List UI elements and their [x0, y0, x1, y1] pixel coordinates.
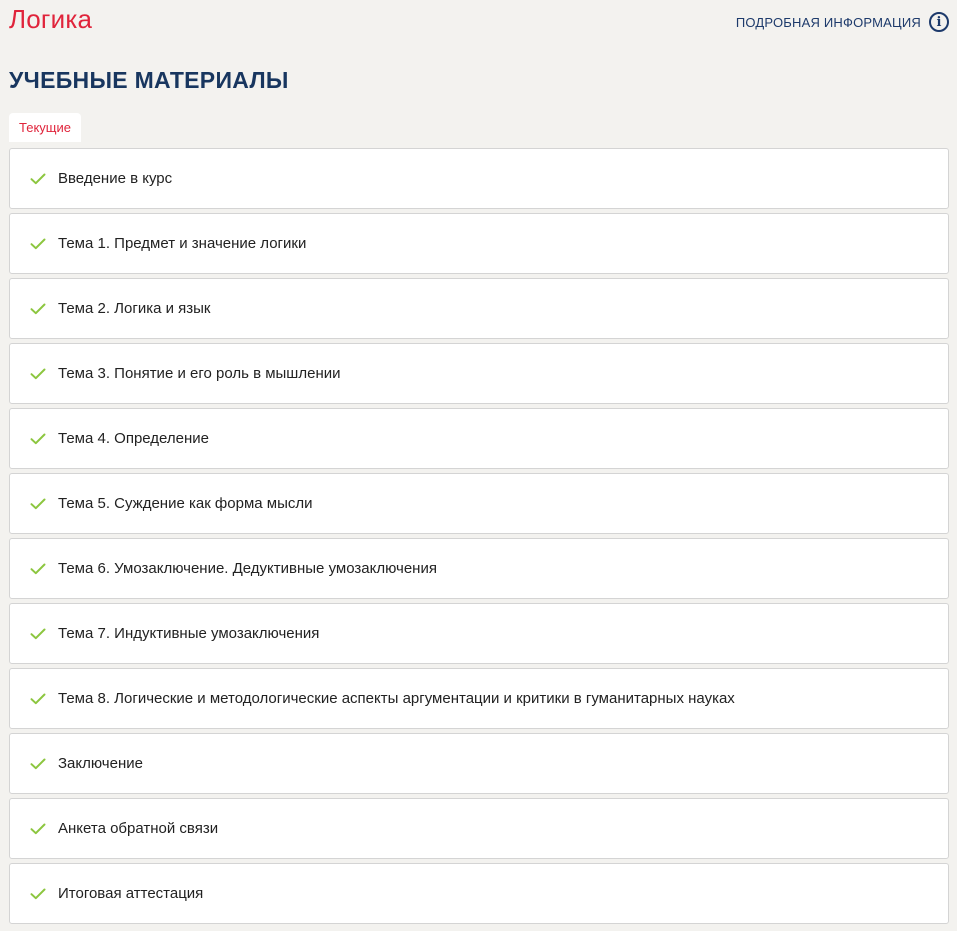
check-icon	[30, 563, 46, 575]
list-item-label: Тема 8. Логические и методологические аспекты аргументации и критики в гуманитарных науках	[58, 690, 735, 707]
list-item[interactable]	[9, 408, 949, 469]
check-icon	[30, 368, 46, 380]
info-icon: i	[929, 12, 949, 32]
details-link-label: ПОДРОБНАЯ ИНФОРМАЦИЯ	[735, 14, 921, 30]
check-icon	[30, 173, 46, 185]
list-item-label: Заключение	[58, 755, 143, 772]
list-item[interactable]	[9, 148, 949, 209]
check-icon	[30, 303, 46, 315]
list-item-label: Тема 2. Логика и язык	[58, 300, 211, 317]
list-item-label: Тема 7. Индуктивные умозаключения	[58, 625, 320, 642]
list-item[interactable]	[9, 603, 949, 664]
list-item-label: Анкета обратной связи	[58, 820, 219, 837]
course-title: Логика	[9, 4, 93, 34]
list-item-label: Тема 1. Предмет и значение логики	[58, 235, 307, 252]
list-item[interactable]	[9, 733, 949, 794]
list-item[interactable]	[9, 538, 949, 599]
list-item-label: Тема 5. Суждение как форма мысли	[58, 495, 313, 512]
check-icon	[30, 823, 46, 835]
list-item[interactable]	[9, 343, 949, 404]
list-item[interactable]	[9, 863, 949, 924]
check-icon	[30, 498, 46, 510]
section-title: УЧЕБНЫЕ МАТЕРИАЛЫ	[9, 67, 289, 93]
list-item-label: Итоговая аттестация	[58, 885, 204, 902]
materials-list	[9, 148, 949, 924]
list-item[interactable]	[9, 668, 949, 729]
list-item-label: Тема 4. Определение	[58, 430, 210, 447]
tab-current[interactable]: Текущие	[9, 113, 81, 142]
list-item[interactable]	[9, 473, 949, 534]
list-item[interactable]	[9, 213, 949, 274]
list-item-label: Введение в курс	[58, 170, 173, 187]
check-icon	[30, 693, 46, 705]
check-icon	[30, 238, 46, 250]
list-item-label: Тема 3. Понятие и его роль в мышлении	[58, 365, 341, 382]
list-item-label: Тема 6. Умозаключение. Дедуктивные умозаключения	[58, 560, 437, 577]
details-link[interactable]	[736, 12, 949, 32]
check-icon	[30, 758, 46, 770]
check-icon	[30, 888, 46, 900]
list-item[interactable]	[9, 278, 949, 339]
check-icon	[30, 628, 46, 640]
list-item[interactable]	[9, 798, 949, 859]
check-icon	[30, 433, 46, 445]
